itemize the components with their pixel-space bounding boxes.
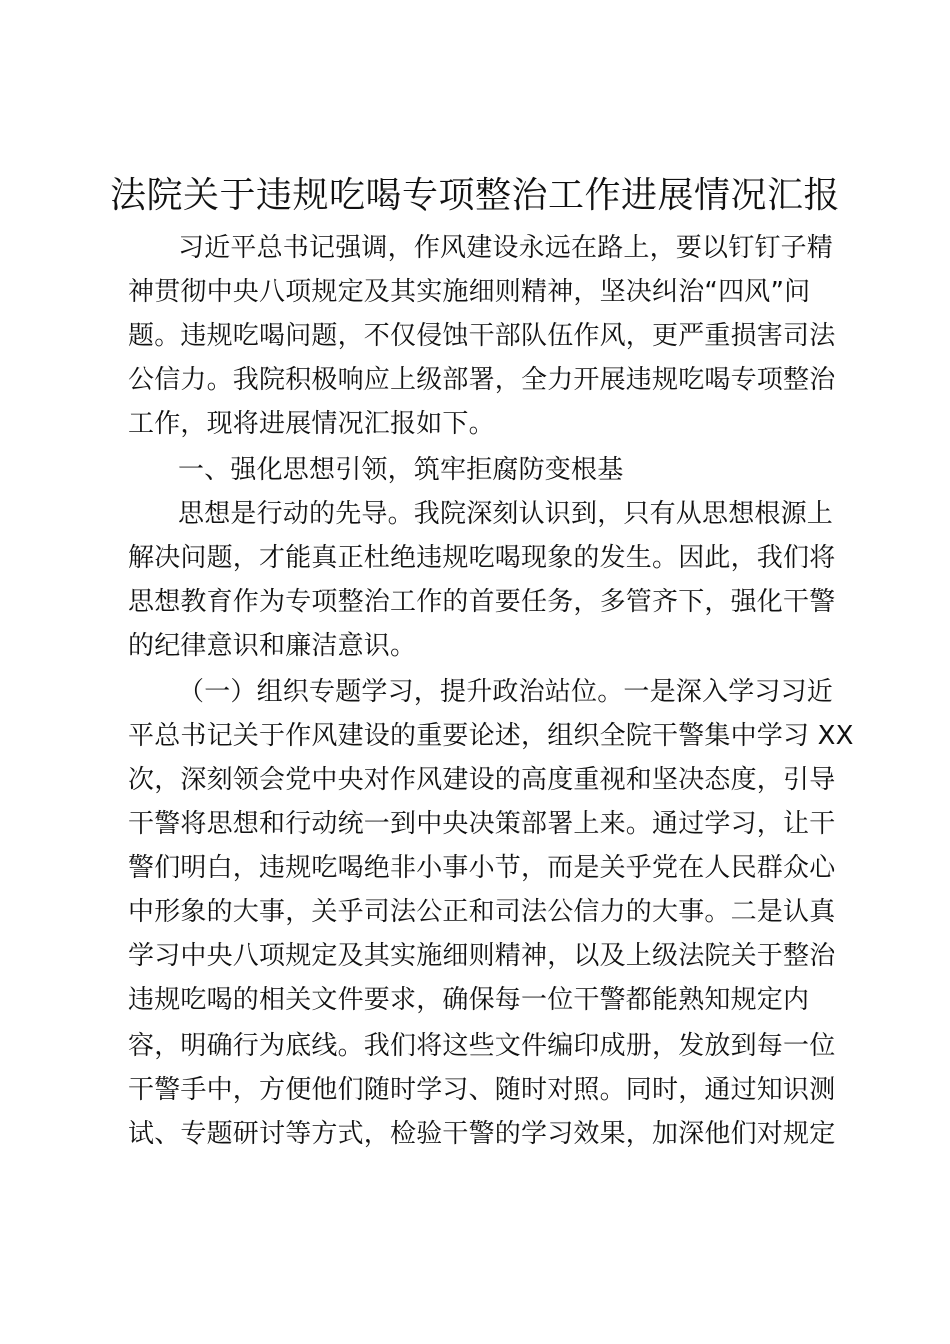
paragraph-line: 解决问题，才能真正杜绝违规吃喝现象的发生。因此，我们将 <box>128 543 836 573</box>
document-title: 法院关于违规吃喝专项整治工作进展情况汇报 <box>109 175 840 216</box>
subsection-line: （一）组织专题学习，提升政治站位。一是深入学习习近 <box>178 677 834 707</box>
paragraph-line: 题。违规吃喝问题，不仅侵蚀干部队伍作风，更严重损害司法 <box>128 321 836 351</box>
paragraph-line: 次，深刻领会党中央对作风建设的高度重视和坚决态度，引导 <box>128 765 836 795</box>
paragraph-line: 习近平总书记强调，作风建设永远在路上，要以钉钉子精 <box>178 233 834 263</box>
paragraph-line: 干警将思想和行动统一到中央决策部署上来。通过学习，让干 <box>128 809 836 839</box>
section-heading: 一、强化思想引领，筑牢拒腐防变根基 <box>178 455 624 485</box>
paragraph-line: 平总书记关于作风建设的重要论述，组织全院干警集中学习 XX <box>128 721 854 751</box>
paragraph-line: 工作，现将进展情况汇报如下。 <box>128 409 495 439</box>
paragraph-line: 违规吃喝的相关文件要求，确保每一位干警都能熟知规定内 <box>128 985 810 1015</box>
paragraph-line: 神贯彻中央八项规定及其实施细则精神，坚决纠治“四风”问 <box>128 277 811 307</box>
paragraph-line: 中形象的大事，关乎司法公正和司法公信力的大事。二是认真 <box>128 897 836 927</box>
paragraph-line: 思想教育作为专项整治工作的首要任务，多管齐下，强化干警 <box>128 587 836 617</box>
paragraph-line: 干警手中，方便他们随时学习、随时对照。同时，通过知识测 <box>128 1075 836 1105</box>
paragraph-line: 思想是行动的先导。我院深刻认识到，只有从思想根源上 <box>178 499 834 529</box>
paragraph-line: 警们明白，违规吃喝绝非小事小节，而是关乎党在人民群众心 <box>128 853 836 883</box>
paragraph-line: 公信力。我院积极响应上级部署，全力开展违规吃喝专项整治 <box>128 365 836 395</box>
paragraph-line: 学习中央八项规定及其实施细则精神，以及上级法院关于整治 <box>128 941 836 971</box>
paragraph-line: 的纪律意识和廉洁意识。 <box>128 631 417 661</box>
paragraph-line: 试、专题研讨等方式，检验干警的学习效果，加深他们对规定 <box>128 1119 836 1149</box>
paragraph-line: 容，明确行为底线。我们将这些文件编印成册，发放到每一位 <box>128 1031 836 1061</box>
